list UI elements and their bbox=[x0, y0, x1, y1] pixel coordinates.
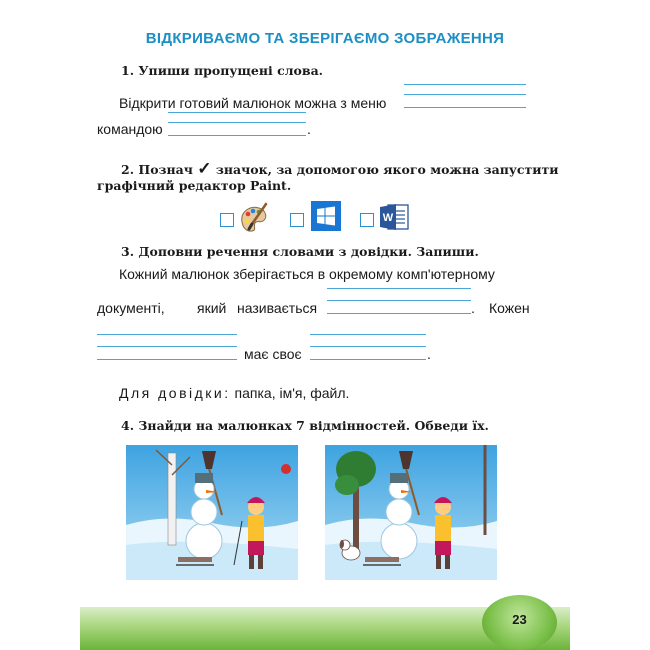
task3-answer-lines-2[interactable] bbox=[97, 334, 237, 362]
paint-palette-icon[interactable] bbox=[238, 202, 270, 234]
task3-sentence2-dot: . bbox=[471, 300, 475, 316]
task3-answer-lines-3[interactable] bbox=[310, 334, 426, 362]
task1-answer-lines-1[interactable] bbox=[404, 84, 526, 110]
task2-heading-after: значок, за допомогою якого можна запустити bbox=[215, 162, 559, 177]
task2-heading-line2: графічний редактор Paint. bbox=[97, 178, 292, 193]
task1-heading: 1. Упиши пропущені слова. bbox=[121, 63, 324, 78]
task1-line2-dot: . bbox=[307, 121, 311, 137]
task3-heading: 3. Доповни речення словами з довідки. Запиши. bbox=[121, 244, 479, 259]
page-title: ВІДКРИВАЄМО ТА ЗБЕРІГАЄМО ЗОБРАЖЕННЯ bbox=[145, 30, 505, 47]
task3-sentence1: Кожний малюнок зберігається в окремому комп'ютерному bbox=[119, 266, 495, 282]
windows-logo-icon[interactable] bbox=[311, 201, 341, 231]
task3-sentence2-word: називається bbox=[237, 300, 318, 316]
task3-sentence2-suffix: Кожен bbox=[489, 300, 530, 316]
task2-heading-before: 2. Познач bbox=[121, 162, 193, 177]
difference-picture-left[interactable] bbox=[126, 445, 298, 580]
checkmark-icon: ✓ bbox=[197, 159, 212, 179]
checkbox-word[interactable] bbox=[360, 213, 374, 227]
page-number: 23 bbox=[512, 612, 527, 627]
task1-line1-text: Відкрити готовий малюнок можна з меню bbox=[119, 95, 387, 111]
task3-hint bbox=[119, 385, 349, 401]
task3-sentence2-mid: який bbox=[197, 300, 227, 316]
difference-picture-right[interactable] bbox=[325, 445, 497, 580]
task2-heading bbox=[121, 159, 559, 179]
task4-heading: 4. Знайди на малюнках 7 відмінностей. Обведи їх. bbox=[121, 418, 489, 433]
task3-answer-lines-1[interactable] bbox=[327, 288, 471, 316]
checkbox-paint[interactable] bbox=[220, 213, 234, 227]
hint-words: папка, ім'я, файл. bbox=[234, 385, 350, 401]
svg-text:W: W bbox=[382, 212, 394, 224]
hint-label: Для довідки: bbox=[119, 385, 231, 401]
task3-sentence3-dot: . bbox=[427, 346, 431, 362]
word-logo-icon[interactable] bbox=[378, 201, 410, 233]
task3-sentence2-prefix: документі, bbox=[97, 300, 165, 316]
task1-line2-prefix: командою bbox=[97, 121, 163, 137]
checkbox-windows[interactable] bbox=[290, 213, 304, 227]
task1-answer-lines-2[interactable] bbox=[168, 112, 306, 138]
task3-sentence3-word: має своє bbox=[244, 346, 302, 362]
